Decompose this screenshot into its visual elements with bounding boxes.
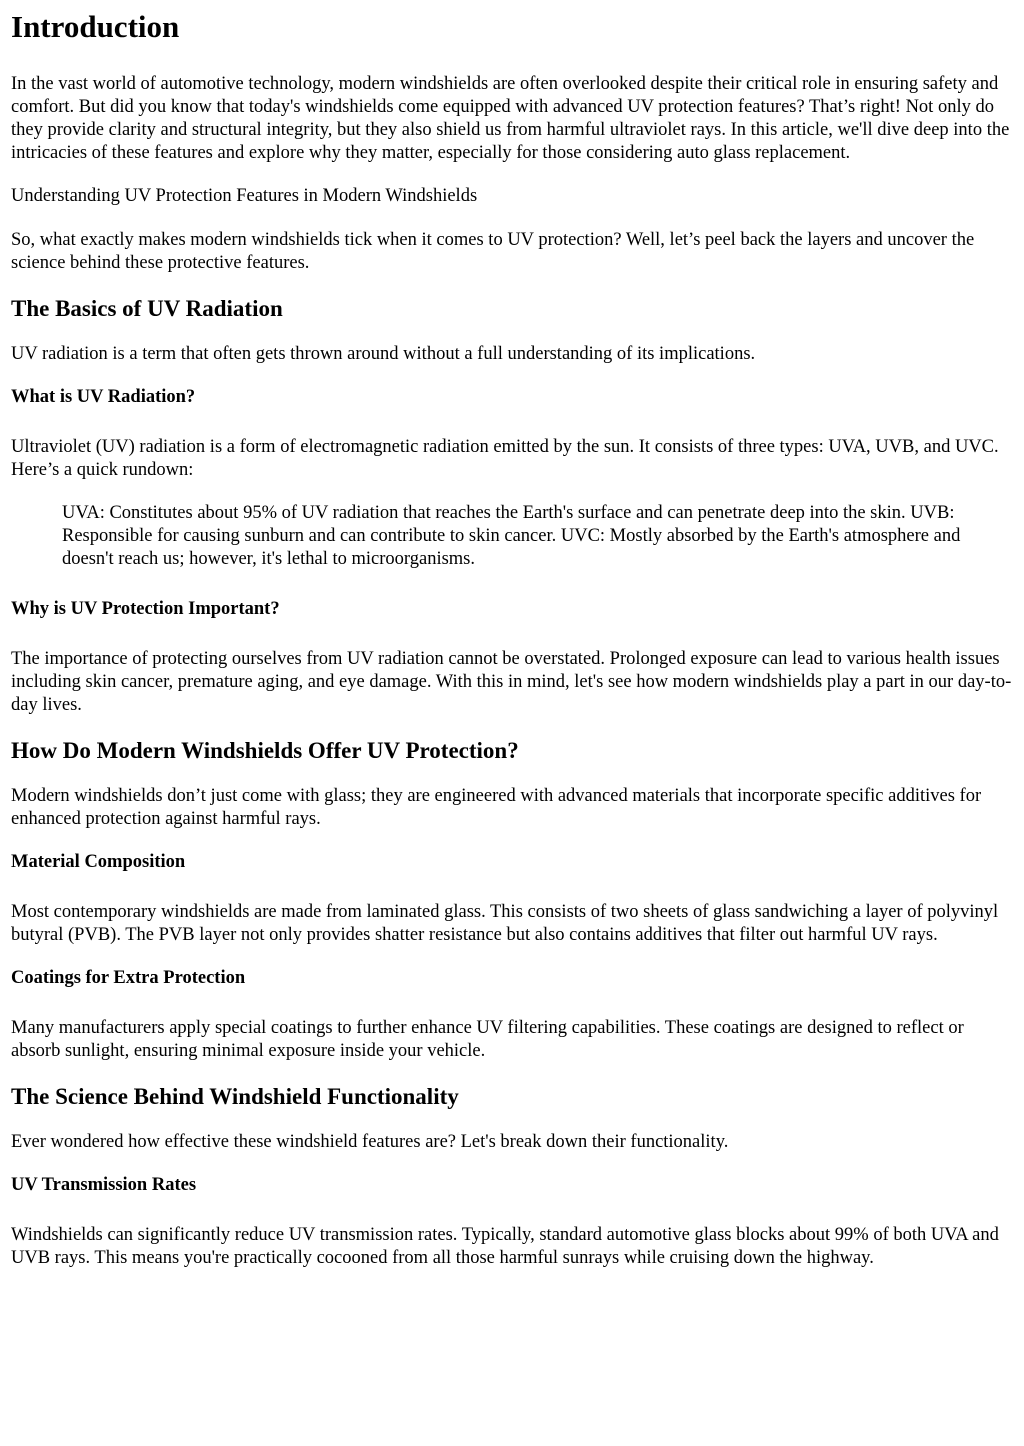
what-is-uv-paragraph: Ultraviolet (UV) radiation is a form of electromagnetic radiation emitted by the sun. It consists of three types: UVA, UVB, and UVC. Here’s a quick rundown:	[11, 437, 999, 480]
section-heading-science: The Science Behind Windshield Functionality	[11, 1084, 459, 1109]
subheading-why-protection: Why is UV Protection Important?	[11, 599, 280, 619]
uv-types-block	[62, 502, 1013, 571]
section-heading-basics: The Basics of UV Radiation	[11, 296, 283, 321]
science-paragraph: Ever wondered how effective these windshield features are? Let's break down their functionality.	[11, 1132, 729, 1152]
intro-paragraph: In the vast world of automotive technology, modern windshields are often overlooked despite their critical role in ensuring safety and comfort. But did you know that today's windshields come equipped with advanced UV protection features? That’s right! Not only do they provide clarity and structural integrity, but they also shield us from harmful ultraviolet rays. In this article, we'll dive deep into the intricacies of these features and explore why they matter, especially for those considering auto glass replacement.	[11, 74, 1010, 163]
transmission-rates-paragraph: Windshields can significantly reduce UV transmission rates. Typically, standard automotive glass blocks about 99% of both UVA and UVB rays. This means you're practically cocooned from all those harmful sunrays while cruising down the highway.	[11, 1225, 999, 1268]
coatings-paragraph: Many manufacturers apply special coatings to further enhance UV filtering capabilities. These coatings are designed to reflect or absorb sunlight, ensuring minimal exposure inside your vehicle.	[11, 1018, 964, 1061]
subheading-transmission-rates: UV Transmission Rates	[11, 1175, 197, 1195]
section-heading-protection: How Do Modern Windshields Offer UV Protection?	[11, 738, 519, 763]
basics-paragraph: UV radiation is a term that often gets thrown around without a full understanding of its implications.	[11, 344, 756, 364]
subheading-coatings: Coatings for Extra Protection	[11, 968, 246, 988]
intro-paragraph-2: So, what exactly makes modern windshields tick when it comes to UV protection? Well, let’s peel back the layers and uncover the science behind these protective features.	[11, 230, 975, 273]
material-paragraph: Most contemporary windshields are made from laminated glass. This consists of two sheets of glass sandwiching a layer of polyvinyl butyral (PVB). The PVB layer not only provides shatter resistance but also contains additives that filter out harmful UV rays.	[11, 902, 999, 945]
article-subtitle: Understanding UV Protection Features in Modern Windshields	[11, 186, 478, 206]
protection-paragraph: Modern windshields don’t just come with glass; they are engineered with advanced materials that incorporate specific additives for enhanced protection against harmful rays.	[11, 786, 982, 829]
page-title: Introduction	[11, 9, 180, 44]
subheading-material: Material Composition	[11, 852, 186, 872]
why-protection-paragraph: The importance of protecting ourselves from UV radiation cannot be overstated. Prolonged exposure can lead to various health issues including skin cancer, premature aging, and eye damage. With this in mind, let's see how modern windshields play a part in our day-to-day lives.	[11, 649, 1012, 715]
subheading-what-is-uv: What is UV Radiation?	[11, 387, 196, 407]
uv-types-text: UVA: Constitutes about 95% of UV radiation that reaches the Earth's surface and can penetrate deep into the skin. UVB: Responsible for causing sunburn and can contribute to skin cancer. UVC: Mostly absorbed by the Earth's atmosphere and doesn't reach us; however, it's lethal to microorganisms.	[62, 503, 961, 569]
